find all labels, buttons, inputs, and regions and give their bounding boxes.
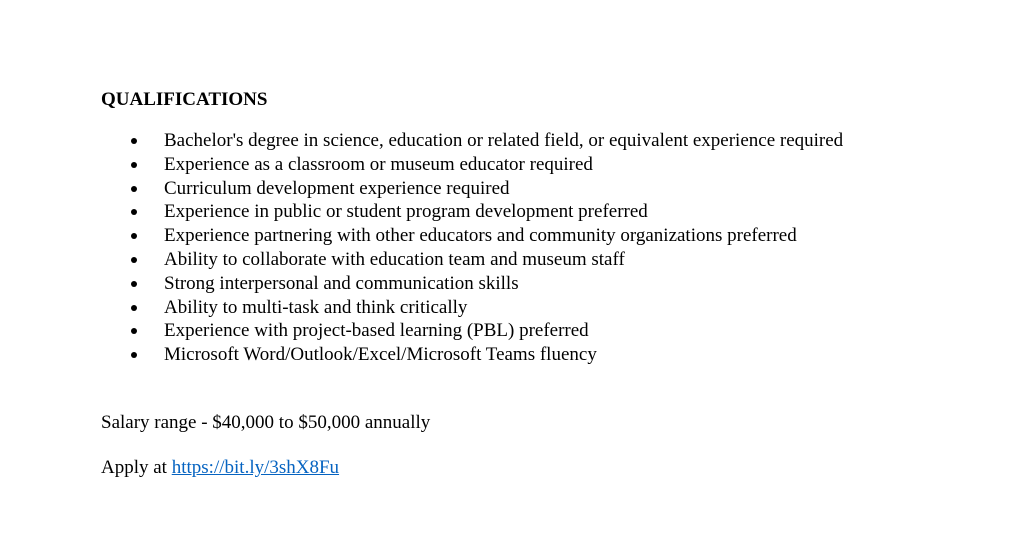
section-heading: QUALIFICATIONS: [101, 89, 268, 110]
apply-line: [101, 456, 339, 480]
bullet-icon: [131, 281, 137, 287]
bullet-icon: [131, 305, 137, 311]
bullet-icon: [131, 186, 137, 192]
list-item-text: Ability to collaborate with education team and museum staff: [164, 248, 625, 270]
list-item-text: Curriculum development experience required: [164, 177, 510, 199]
list-item-text: Experience as a classroom or museum educator required: [164, 153, 593, 175]
list-item-text: Strong interpersonal and communication skills: [164, 272, 519, 294]
list-item-text: Experience partnering with other educators and community organizations preferred: [164, 225, 797, 247]
bullet-icon: [131, 352, 137, 358]
apply-prefix-text: Apply at: [101, 457, 172, 478]
list-item-text: Experience with project-based learning (PBL) preferred: [164, 320, 589, 342]
bullet-icon: [131, 209, 137, 215]
list-item-text: Microsoft Word/Outlook/Excel/Microsoft Teams fluency: [164, 344, 597, 366]
salary-range-text: Salary range - $40,000 to $50,000 annually: [101, 412, 431, 433]
apply-link[interactable]: https://bit.ly/3shX8Fu: [171, 457, 340, 478]
bullet-icon: [131, 162, 137, 168]
bullet-icon: [131, 328, 137, 334]
list-item-text: Experience in public or student program development preferred: [164, 201, 648, 223]
list-item-text: Bachelor's degree in science, education or related field, or equivalent experience required: [164, 130, 844, 151]
bullet-icon: [131, 233, 137, 239]
list-item-text: Ability to multi-task and think critically: [164, 296, 468, 318]
bullet-icon: [131, 257, 137, 263]
bullet-icon: [131, 138, 137, 144]
